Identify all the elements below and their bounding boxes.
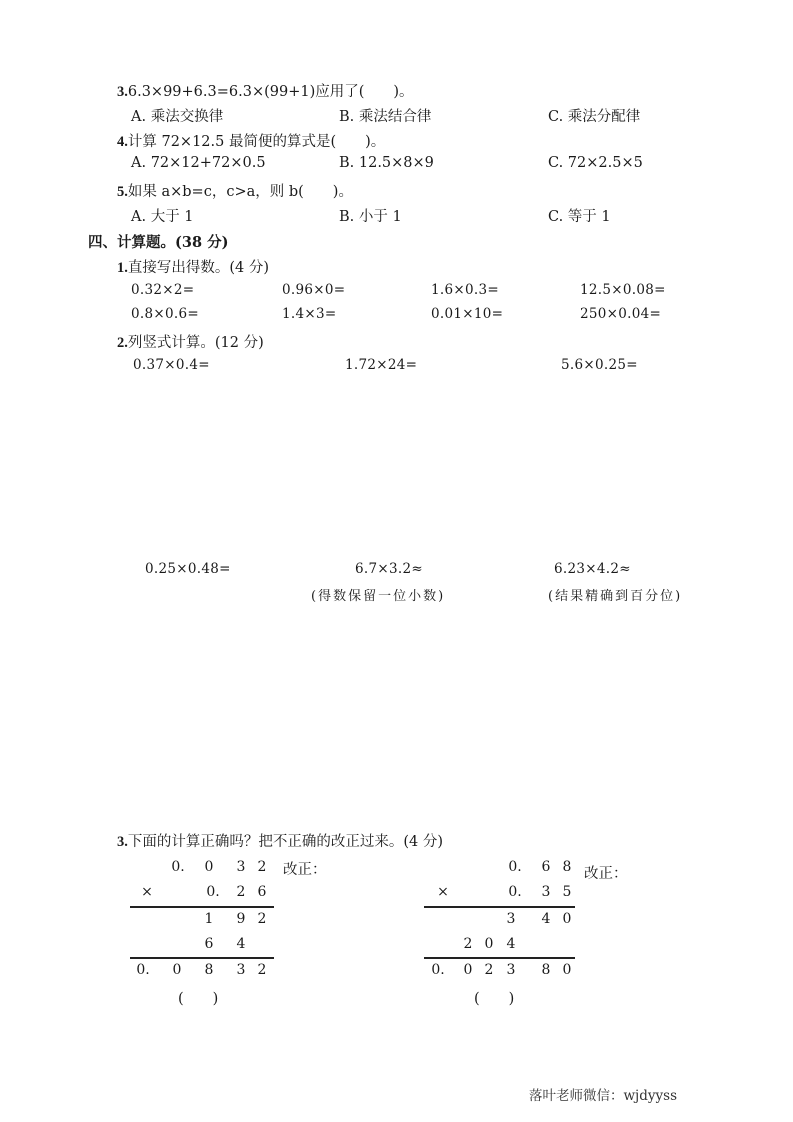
digit: 8 bbox=[562, 859, 572, 875]
oral-calc-item: 250×0.04= bbox=[580, 306, 662, 322]
vertical-calc-item: 0.25×0.48= bbox=[145, 561, 231, 577]
digit: 6 bbox=[204, 936, 214, 952]
question-3 bbox=[117, 80, 414, 101]
part-number: 2. bbox=[117, 335, 128, 351]
digit: 0 bbox=[172, 962, 182, 978]
digit: 3 bbox=[506, 911, 516, 927]
digit: 1 bbox=[204, 911, 214, 927]
option-c: C. 乘法分配律 bbox=[548, 109, 641, 125]
digit: 0. bbox=[508, 884, 522, 900]
digit: 4 bbox=[236, 936, 246, 952]
part3-heading bbox=[117, 830, 443, 851]
digit: 0. bbox=[171, 859, 185, 875]
option-a: A. 72×12+72×0.5 bbox=[131, 155, 266, 171]
question-text: 如果 a×b=c，c>a，则 b( )。 bbox=[127, 184, 353, 200]
oral-calc-item: 0.8×0.6= bbox=[131, 306, 199, 322]
digit: 0 bbox=[484, 936, 494, 952]
times-sign: × bbox=[141, 884, 153, 900]
correction-label: 改正： bbox=[584, 866, 628, 882]
footer-contact: 落叶老师微信：wjdyyss bbox=[529, 1088, 677, 1104]
digit: 4 bbox=[506, 936, 516, 952]
judge-blank[interactable]: ( ) bbox=[474, 991, 515, 1007]
oral-calc-item: 12.5×0.08= bbox=[580, 282, 666, 298]
part-title: 直接写出得数。(4 分) bbox=[127, 260, 270, 276]
question-4 bbox=[117, 130, 385, 151]
question-number: 4. bbox=[117, 134, 128, 150]
underline bbox=[424, 957, 575, 959]
underline bbox=[130, 906, 274, 908]
question-number: 3. bbox=[117, 84, 128, 100]
oral-calc-item: 1.6×0.3= bbox=[431, 282, 499, 298]
digit: 0. bbox=[206, 884, 220, 900]
digit: 2 bbox=[257, 859, 267, 875]
question-number: 5. bbox=[117, 184, 128, 200]
option-b: B. 小于 1 bbox=[339, 209, 402, 225]
digit: 2 bbox=[463, 936, 473, 952]
digit: 3 bbox=[236, 962, 246, 978]
digit: 4 bbox=[541, 911, 551, 927]
digit: 3 bbox=[506, 962, 516, 978]
digit: 0. bbox=[431, 962, 445, 978]
digit: 3 bbox=[541, 884, 551, 900]
digit: 3 bbox=[236, 859, 246, 875]
question-text: 6.3×99+6.3=6.3×(99+1)应用了( )。 bbox=[127, 84, 414, 100]
vertical-calc-item: 0.37×0.4= bbox=[133, 357, 210, 373]
option-c: C. 等于 1 bbox=[548, 209, 611, 225]
times-sign: × bbox=[437, 884, 449, 900]
underline bbox=[424, 906, 575, 908]
part2-heading bbox=[117, 331, 264, 352]
digit: 0. bbox=[136, 962, 150, 978]
part1-heading bbox=[117, 256, 269, 277]
digit: 0 bbox=[562, 911, 572, 927]
oral-calc-item: 0.32×2= bbox=[131, 282, 195, 298]
option-b: B. 乘法结合律 bbox=[339, 109, 432, 125]
digit: 2 bbox=[236, 884, 246, 900]
digit: 0 bbox=[562, 962, 572, 978]
option-a: A. 乘法交换律 bbox=[131, 109, 224, 125]
question-5 bbox=[117, 180, 353, 201]
question-text: 计算 72×12.5 最简便的算式是( )。 bbox=[127, 134, 386, 150]
oral-calc-item: 0.01×10= bbox=[431, 306, 504, 322]
part-title: 下面的计算正确吗？把不正确的改正过来。(4 分) bbox=[127, 834, 444, 850]
digit: 8 bbox=[541, 962, 551, 978]
underline bbox=[130, 957, 274, 959]
digit: 6 bbox=[541, 859, 551, 875]
digit: 2 bbox=[484, 962, 494, 978]
vertical-calc-item: 5.6×0.25= bbox=[561, 357, 638, 373]
vertical-calc-item: 6.7×3.2≈ bbox=[355, 561, 423, 577]
correction-label: 改正： bbox=[283, 862, 327, 878]
rounding-note: (结果精确到百分位) bbox=[548, 589, 683, 604]
digit: 0 bbox=[204, 859, 214, 875]
digit: 5 bbox=[562, 884, 572, 900]
digit: 0. bbox=[508, 859, 522, 875]
digit: 8 bbox=[204, 962, 214, 978]
judge-blank[interactable]: ( ) bbox=[178, 991, 219, 1007]
digit: 0 bbox=[463, 962, 473, 978]
part-number: 1. bbox=[117, 260, 128, 276]
digit: 9 bbox=[236, 911, 246, 927]
digit: 6 bbox=[257, 884, 267, 900]
part-number: 3. bbox=[117, 834, 128, 850]
digit: 2 bbox=[257, 911, 267, 927]
option-a: A. 大于 1 bbox=[131, 209, 194, 225]
oral-calc-item: 1.4×3= bbox=[282, 306, 337, 322]
oral-calc-item: 0.96×0= bbox=[282, 282, 346, 298]
option-c: C. 72×2.5×5 bbox=[548, 155, 643, 171]
vertical-calc-item: 1.72×24= bbox=[345, 357, 418, 373]
option-b: B. 12.5×8×9 bbox=[339, 155, 434, 171]
part-title: 列竖式计算。(12 分) bbox=[127, 335, 264, 351]
vertical-calc-item: 6.23×4.2≈ bbox=[554, 561, 631, 577]
digit: 2 bbox=[257, 962, 267, 978]
rounding-note: (得数保留一位小数) bbox=[311, 589, 446, 604]
section-title: 四、计算题。(38 分) bbox=[88, 234, 229, 251]
